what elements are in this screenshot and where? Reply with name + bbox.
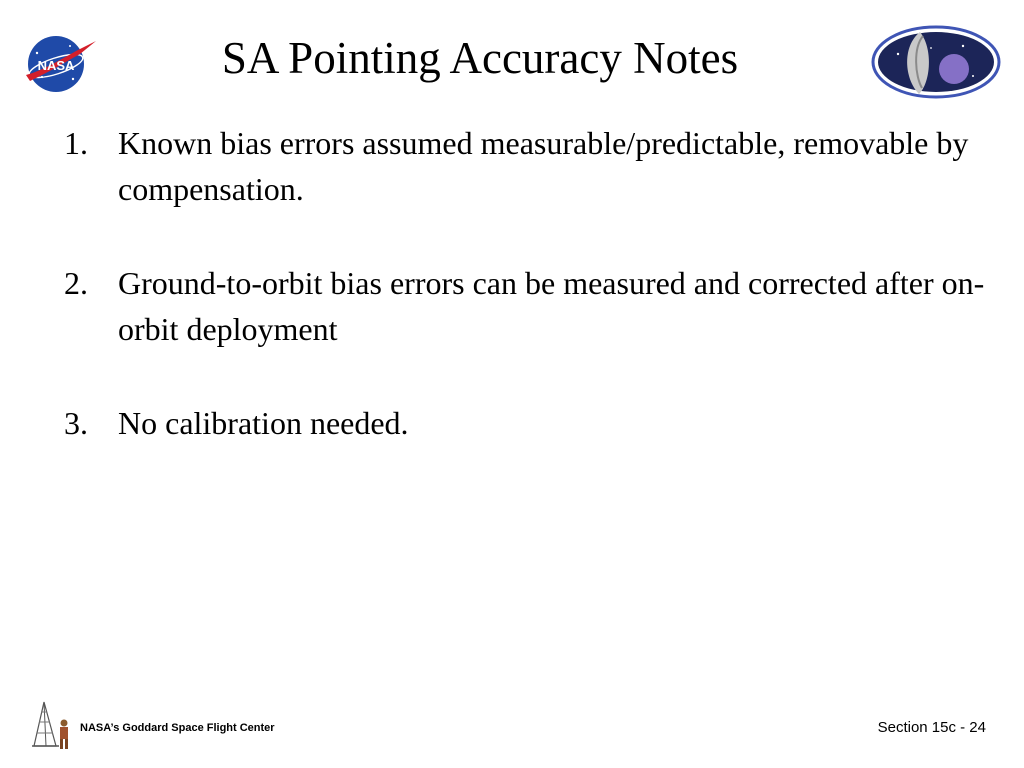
note-text: Ground-to-orbit bias errors can be measured and corrected after on-orbit deployment: [118, 265, 985, 347]
note-text: Known bias errors assumed measurable/predictable, removable by compensation.: [118, 125, 969, 207]
note-item: [64, 260, 994, 352]
slide-title: SA Pointing Accuracy Notes: [221, 33, 739, 83]
note-number: 2.: [64, 265, 88, 301]
footer-organization: NASA’s Goddard Space Flight Center: [80, 722, 275, 734]
observatory-ellipse-logo-icon: [870, 24, 1002, 100]
notes-list: [64, 120, 994, 494]
footer-section-page: Section 15c - 24: [877, 719, 986, 736]
note-number: 1.: [64, 125, 88, 161]
note-item: [64, 400, 994, 446]
svg-text:NASA: NASA: [37, 58, 75, 73]
tower-with-astronaut-icon: [28, 698, 74, 752]
note-text: No calibration needed.: [118, 405, 409, 441]
note-number: 3.: [64, 405, 88, 441]
note-item: [64, 120, 994, 212]
